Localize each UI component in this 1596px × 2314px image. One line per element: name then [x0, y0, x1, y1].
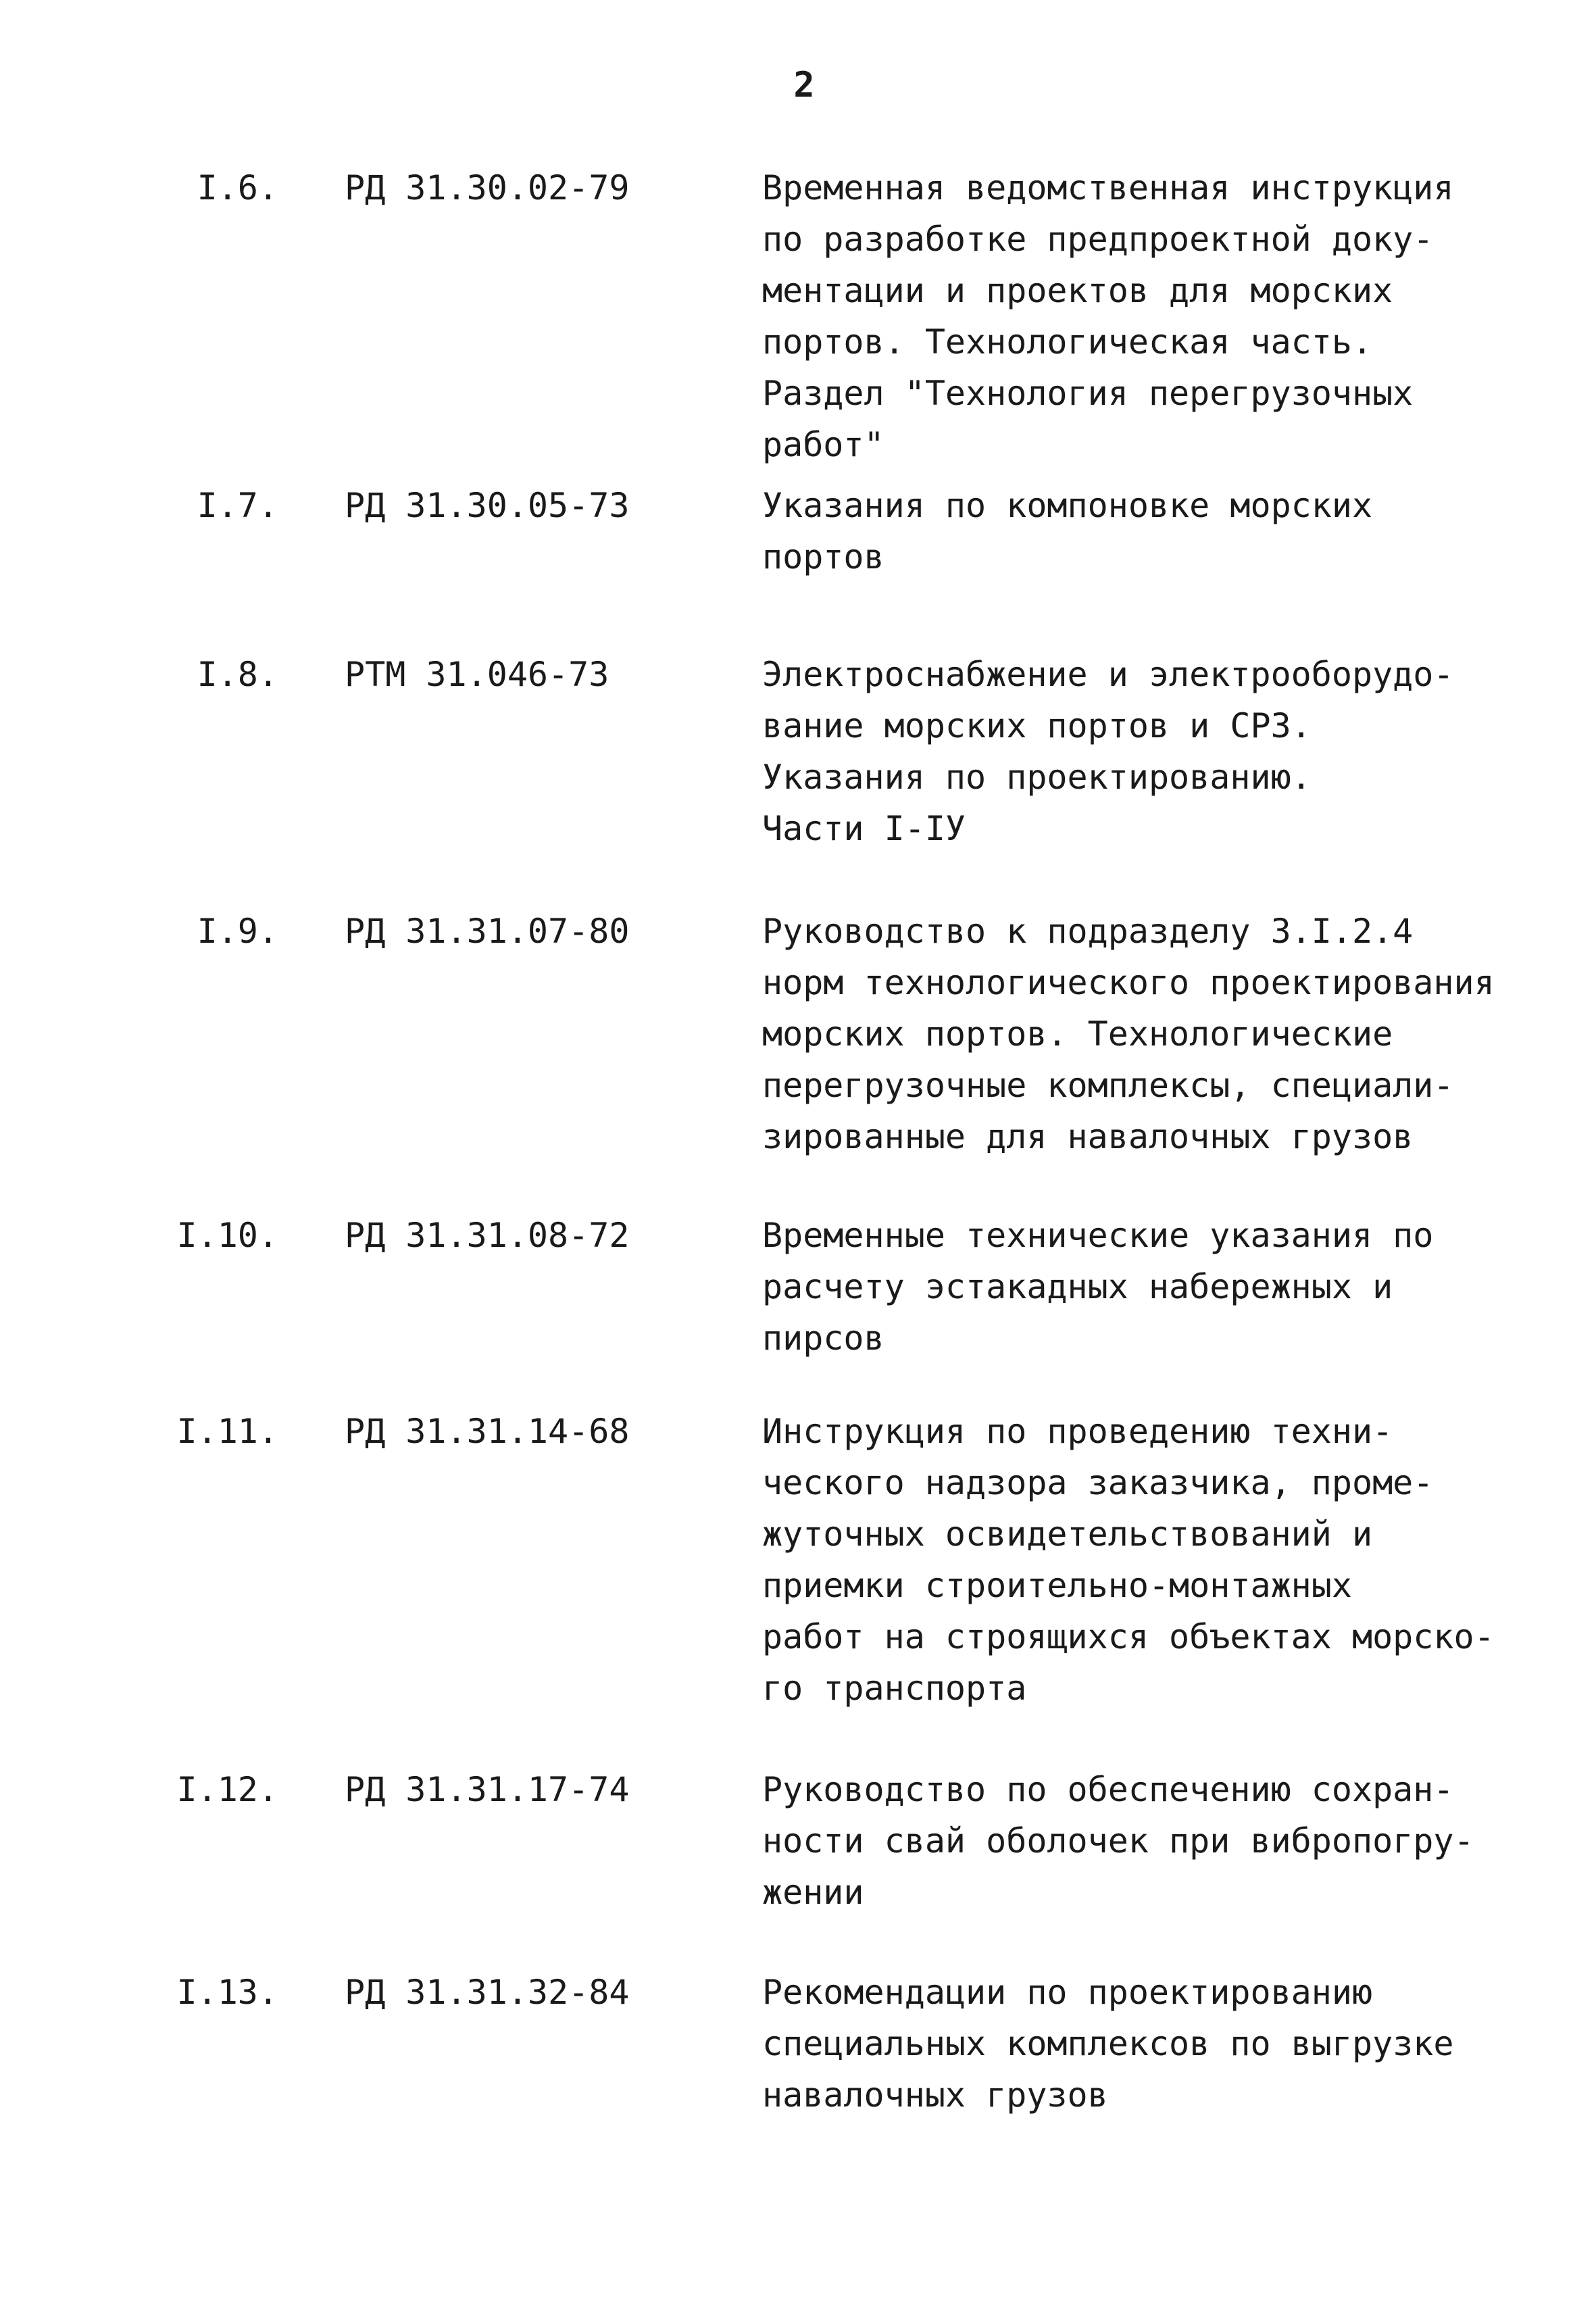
list-item	[0, 906, 1596, 1210]
entry-title: Электроснабжение и электрооборудо- вание морских портов и СРЗ. Указания по проектированию. Части I-IУ	[762, 655, 1454, 848]
entry-title: Инструкция по проведению техни- ческого надзора заказчика, проме- жуточных освидетельствований и приемки строительно-монтажных работ на строящихся объектах морско- го транспорта	[762, 1412, 1495, 1708]
reference-list	[0, 162, 1596, 2129]
entry-number: I.9.	[197, 912, 278, 951]
list-item	[0, 480, 1596, 649]
entry-code: РД 31.30.05-73	[345, 486, 630, 525]
entry-number: I.10.	[176, 1216, 278, 1255]
entry-title: Руководство по обеспечению сохран- ности свай оболочек при вибропогру- жении	[762, 1770, 1474, 1912]
entry-number: I.13.	[176, 1973, 278, 2012]
entry-number: I.11.	[176, 1412, 278, 1451]
entry-number: I.8.	[197, 655, 278, 694]
entry-title: Рекомендации по проектированию специальных комплексов по выгрузке навалочных грузов	[762, 1973, 1454, 2115]
list-item	[0, 1967, 1596, 2129]
entry-title: Руководство к подразделу 3.I.2.4 норм технологического проектирования морских портов. Технологические перегрузочные комплексы, специали- зированные для навалочных грузов	[762, 912, 1495, 1156]
entry-number: I.7.	[197, 486, 278, 525]
entry-code: РТМ 31.046-73	[345, 655, 609, 694]
entry-number: I.12.	[176, 1770, 278, 1809]
entry-code: РД 31.31.14-68	[345, 1412, 630, 1451]
list-item	[0, 1764, 1596, 1967]
list-item	[0, 162, 1596, 480]
entry-code: РД 31.31.08-72	[345, 1216, 630, 1255]
list-item	[0, 1406, 1596, 1764]
page-number: 2	[793, 65, 815, 105]
entry-code: РД 31.31.07-80	[345, 912, 630, 951]
entry-number: I.6.	[197, 168, 278, 207]
entry-title: Временная ведомственная инструкция по разработке предпроектной доку- ментации и проектов для морских портов. Технологическая часть. Раздел "Технология перегрузочных работ"	[762, 168, 1454, 464]
entry-title: Временные технические указания по расчету эстакадных набережных и пирсов	[762, 1216, 1434, 1358]
entry-code: РД 31.31.17-74	[345, 1770, 630, 1809]
entry-code: РД 31.30.02-79	[345, 168, 630, 207]
list-item	[0, 1210, 1596, 1406]
list-item	[0, 649, 1596, 906]
entry-title: Указания по компоновке морских портов	[762, 486, 1373, 576]
entry-code: РД 31.31.32-84	[345, 1973, 630, 2012]
